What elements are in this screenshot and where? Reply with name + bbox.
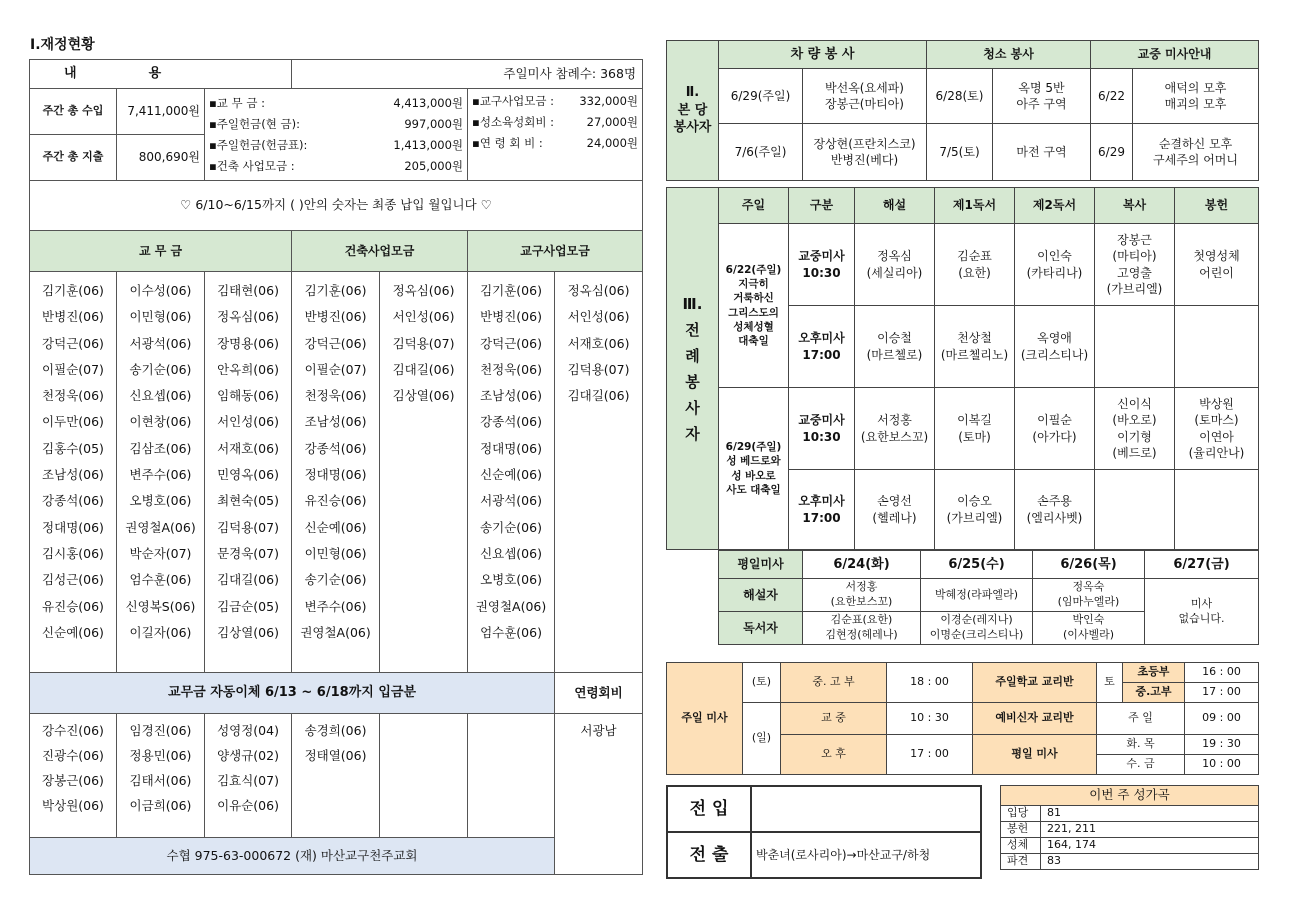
transfer-in-value — [751, 786, 981, 832]
hymn-key: 입당 — [1001, 806, 1041, 822]
hymn-key: 성체 — [1001, 838, 1041, 854]
auto-list-3: 성영정(04) 양생규(02) 김효식(07) 이유순(06) — [205, 714, 292, 838]
parish-volunteers-table — [666, 40, 1259, 181]
sunday-1: 6/22(주일) 지극히 거룩하신 그리스도의 성체성혈 대축일 — [719, 224, 789, 388]
diocese-list-2: 정옥심(06) 서인성(06) 서재호(06) 김덕용(07) 김대길(06) — [555, 272, 643, 673]
building-list-1: 김기훈(06) 반병진(06) 강덕근(06) 이필순(07) 천정욱(06) 조남성(06) 강종석(06) 정대명(06) 유진승(06) 신순예(06) 이민형(06) 송기순(06) 변주수(06) 권영철A(06) — [292, 272, 380, 673]
account: 수협 975-63-000672 (재) 마산교구천주교회 — [30, 838, 555, 875]
jg-time: 18 : 00 — [887, 663, 973, 703]
mass-header: 교중 미사안내 — [1091, 41, 1259, 69]
transfer-in-label: 전 입 — [667, 786, 751, 832]
car-date: 7/6(주일) — [719, 124, 803, 181]
weekly-expense-label: 주간 총 지출 — [30, 135, 117, 181]
auto-list-5 — [380, 714, 468, 838]
mass-type: 오후미사 17:00 — [789, 306, 855, 388]
weekly-expense: 800,690원 — [117, 135, 205, 181]
weekday-commentator: 정옥숙 (임마누엘라) — [1033, 579, 1145, 612]
auto-list-6 — [468, 714, 555, 838]
auto-transfer-label: 교무금 자동이체 6/13 ~ 6/18까지 입금분 — [30, 673, 555, 714]
weekly-income-label: 주간 총 수입 — [30, 89, 117, 135]
server — [1095, 306, 1175, 388]
header-sunday: 주일 — [719, 188, 789, 224]
header-reading1: 제1독서 — [935, 188, 1015, 224]
hymns-title: 이번 주 성가곡 — [1001, 786, 1259, 806]
section2-label: Ⅱ. 본 당 봉사자 — [667, 41, 719, 181]
finance-table — [29, 59, 643, 875]
col-building: 건축사업모금 — [292, 231, 468, 272]
reader1: 김순표 (요한) — [935, 224, 1015, 306]
sunday-2: 6/29(주일) 성 베드로와 성 바오로 사도 대축일 — [719, 388, 789, 550]
clean-date: 7/5(토) — [927, 124, 993, 181]
offertory: 첫영성체 어린이 — [1175, 224, 1259, 306]
weekday-mass-label: 평일 미사 — [973, 735, 1097, 775]
server: 장봉근 (마티아) 고영출 (가브리엘) — [1095, 224, 1175, 306]
col-gyomu: 교 무 금 — [30, 231, 292, 272]
mass-type: 교중미사 10:30 — [789, 224, 855, 306]
header-offertory: 봉헌 — [1175, 188, 1259, 224]
transfer-table — [666, 785, 982, 879]
commentator: 서정홍 (요한보스꼬) — [855, 388, 935, 470]
hymn-key: 파견 — [1001, 854, 1041, 870]
weekday-date: 6/25(수) — [921, 551, 1033, 579]
reader1: 천상철 (마르첼리노) — [935, 306, 1015, 388]
wed-label: 수. 금 — [1097, 755, 1185, 775]
hymn-value: 221, 211 — [1041, 822, 1259, 838]
gyomu-list-2: 이수성(06) 이민형(06) 서광석(06) 송기순(06) 신요셉(06) 이현창(06) 김삼조(06) 변주수(06) 오병호(06) 권영철A(06) 박순자(07) 엄수훈(06) 신영복S(06) 이길자(06) — [117, 272, 205, 673]
gyomu-list-1: 김기훈(06) 반병진(06) 강덕근(06) 이필순(07) 천정욱(06) 이두만(06) 김홍수(05) 조남성(06) 강종석(06) 정대명(06) 김시홍(06) 김성근(06) 유진승(06) 신순예(06) — [30, 272, 117, 673]
section3-label: Ⅲ. 전 례 봉 사 자 — [667, 188, 719, 550]
auto-list-2: 임경진(06) 정용민(06) 김태서(06) 이금희(06) — [117, 714, 205, 838]
weekday-mass-table — [718, 550, 1259, 645]
clean-header: 청소 봉사 — [927, 41, 1091, 69]
reader2: 손주용 (엘리사벳) — [1015, 470, 1095, 550]
header-label-1: 내 — [64, 66, 77, 82]
yeonryeong-label: 연령회비 — [555, 673, 643, 714]
weekday-label: 평일미사 — [719, 551, 803, 579]
weekday-reader: 박인숙 (이사벨라) — [1033, 612, 1145, 645]
clean-area: 옥명 5반 아주 구역 — [993, 69, 1091, 124]
mass-date: 6/22 — [1091, 69, 1133, 124]
attendance: 주일미사 참례수: 368명 — [292, 60, 643, 89]
elem-label: 초등부 — [1123, 663, 1185, 683]
yeonryeong-name: 서광남 — [555, 714, 643, 875]
offertory — [1175, 306, 1259, 388]
weekday-reader: 이경순(레지나) 이명순(크리스티나) — [921, 612, 1033, 645]
oh-time: 17 : 00 — [887, 735, 973, 775]
clean-date: 6/28(토) — [927, 69, 993, 124]
oh-label: 오 후 — [781, 735, 887, 775]
sat-label: (토) — [743, 663, 781, 703]
weekday-date: 6/24(화) — [803, 551, 921, 579]
reader2: 이인숙 (카타리나) — [1015, 224, 1095, 306]
weekly-income: 7,411,000원 — [117, 89, 205, 135]
gj-label: 교 중 — [781, 703, 887, 735]
building-list-2: 정옥심(06) 서인성(06) 김덕용(07) 김대길(06) 김상열(06) — [380, 272, 468, 673]
gj-time: 10 : 30 — [887, 703, 973, 735]
notice: ♡ 6/10~6/15까지 ( )안의 숫자는 최종 납입 월입니다 ♡ — [30, 181, 643, 231]
col-diocese: 교구사업모금 — [468, 231, 643, 272]
clean-area: 마전 구역 — [993, 124, 1091, 181]
reader1: 이승오 (가브리엘) — [935, 470, 1015, 550]
mass-group: 애덕의 모후 매괴의 모후 — [1133, 69, 1259, 124]
sun-label: (일) — [743, 703, 781, 775]
car-names: 장상현(프란치스코) 반병진(베다) — [803, 124, 927, 181]
weekday-date: 6/26(목) — [1033, 551, 1145, 579]
car-date: 6/29(주일) — [719, 69, 803, 124]
header-type: 구분 — [789, 188, 855, 224]
commentator: 손영선 (헬레나) — [855, 470, 935, 550]
mass-type: 교중미사 10:30 — [789, 388, 855, 470]
weekday-commentator: 서정홍 (요한보스꼬) — [803, 579, 921, 612]
reader2: 옥영애 (크리스티나) — [1015, 306, 1095, 388]
transfer-out-label: 전 출 — [667, 832, 751, 878]
tue-time: 19 : 30 — [1185, 735, 1259, 755]
hymn-value: 164, 174 — [1041, 838, 1259, 854]
auto-list-1: 강수진(06) 진광수(06) 장봉근(06) 박상원(06) — [30, 714, 117, 838]
commentator: 정옥심 (세실리아) — [855, 224, 935, 306]
server: 신이식 (바오로) 이기형 (베드로) — [1095, 388, 1175, 470]
tue-label: 화. 목 — [1097, 735, 1185, 755]
hymn-value: 81 — [1041, 806, 1259, 822]
hymn-key: 봉헌 — [1001, 822, 1041, 838]
elem-time: 16 : 00 — [1185, 663, 1259, 683]
header-server: 복사 — [1095, 188, 1175, 224]
income-items: ▪교 무 금 : 4,413,000원 ▪주일헌금(현 금): 997,000원 ▪주일헌금(헌금표): 1,413,000원 ▪건축 사업모금 : 205,000원 — [205, 89, 468, 181]
weekday-reader: 김순표(요한) 김현정(헤레나) — [803, 612, 921, 645]
section-title: Ⅰ.재정현황 — [30, 37, 95, 53]
weekday-date: 6/27(금) — [1145, 551, 1259, 579]
mass-group: 순결하신 모후 구세주의 어머니 — [1133, 124, 1259, 181]
jueil-label: 주 일 — [1097, 703, 1185, 735]
header-label-2: 용 — [148, 66, 162, 82]
catechism-label: 주일학교 교리반 — [973, 663, 1097, 703]
mid-time: 17 : 00 — [1185, 683, 1259, 703]
mass-schedule-table — [666, 662, 1259, 775]
reader2: 이필순 (아가다) — [1015, 388, 1095, 470]
mass-date: 6/29 — [1091, 124, 1133, 181]
jueil-time: 09 : 00 — [1185, 703, 1259, 735]
liturgy-volunteers-table — [666, 187, 1259, 550]
reader-label: 독서자 — [719, 612, 803, 645]
hymns-table — [1000, 785, 1259, 870]
diocese-list-1: 김기훈(06) 반병진(06) 강덕근(06) 천정욱(06) 조남성(06) 강종석(06) 정대명(06) 신순예(06) 서광석(06) 송기순(06) 신요셉(06) 오병호(06) 권영철A(06) 엄수훈(06) — [468, 272, 555, 673]
server — [1095, 470, 1175, 550]
income-items-2: ▪교구사업모금 : 332,000원 ▪성소육성회비 : 27,000원 ▪연 령 회 비 : 24,000원 — [468, 89, 643, 181]
wed-time: 10 : 00 — [1185, 755, 1259, 775]
mass-type: 오후미사 17:00 — [789, 470, 855, 550]
car-names: 박선옥(요세파) 장봉근(마티아) — [803, 69, 927, 124]
commentator: 이승철 (마르첼로) — [855, 306, 935, 388]
header-reading2: 제2독서 — [1015, 188, 1095, 224]
mid-label: 중.고부 — [1123, 683, 1185, 703]
no-mass: 미사 없습니다. — [1145, 579, 1259, 645]
commentator-label: 해설자 — [719, 579, 803, 612]
header-content — [30, 60, 292, 89]
catechumen-label: 예비신자 교리반 — [973, 703, 1097, 735]
reader1: 이복길 (토마) — [935, 388, 1015, 470]
hymn-value: 83 — [1041, 854, 1259, 870]
header-commentary: 해설 — [855, 188, 935, 224]
transfer-out-value: 박춘녀(로사리아)→마산교구/하청 — [751, 832, 981, 878]
sunday-mass-label: 주일 미사 — [667, 663, 743, 775]
gyomu-list-3: 김태현(06) 정옥심(06) 장명용(06) 안옥희(06) 임해동(06) 서인성(06) 서재호(06) 민영옥(06) 최현숙(05) 김덕용(07) 문경욱(07) 김대길(06) 김금순(05) 김상열(06) — [205, 272, 292, 673]
jg-label: 중. 고 부 — [781, 663, 887, 703]
car-header: 차 량 봉 사 — [719, 41, 927, 69]
auto-list-4: 송경희(06) 정태열(06) — [292, 714, 380, 838]
to-label: 토 — [1097, 663, 1123, 703]
offertory — [1175, 470, 1259, 550]
weekday-commentator: 박혜정(라파엘라) — [921, 579, 1033, 612]
offertory: 박상원 (토마스) 이연아 (율리안나) — [1175, 388, 1259, 470]
